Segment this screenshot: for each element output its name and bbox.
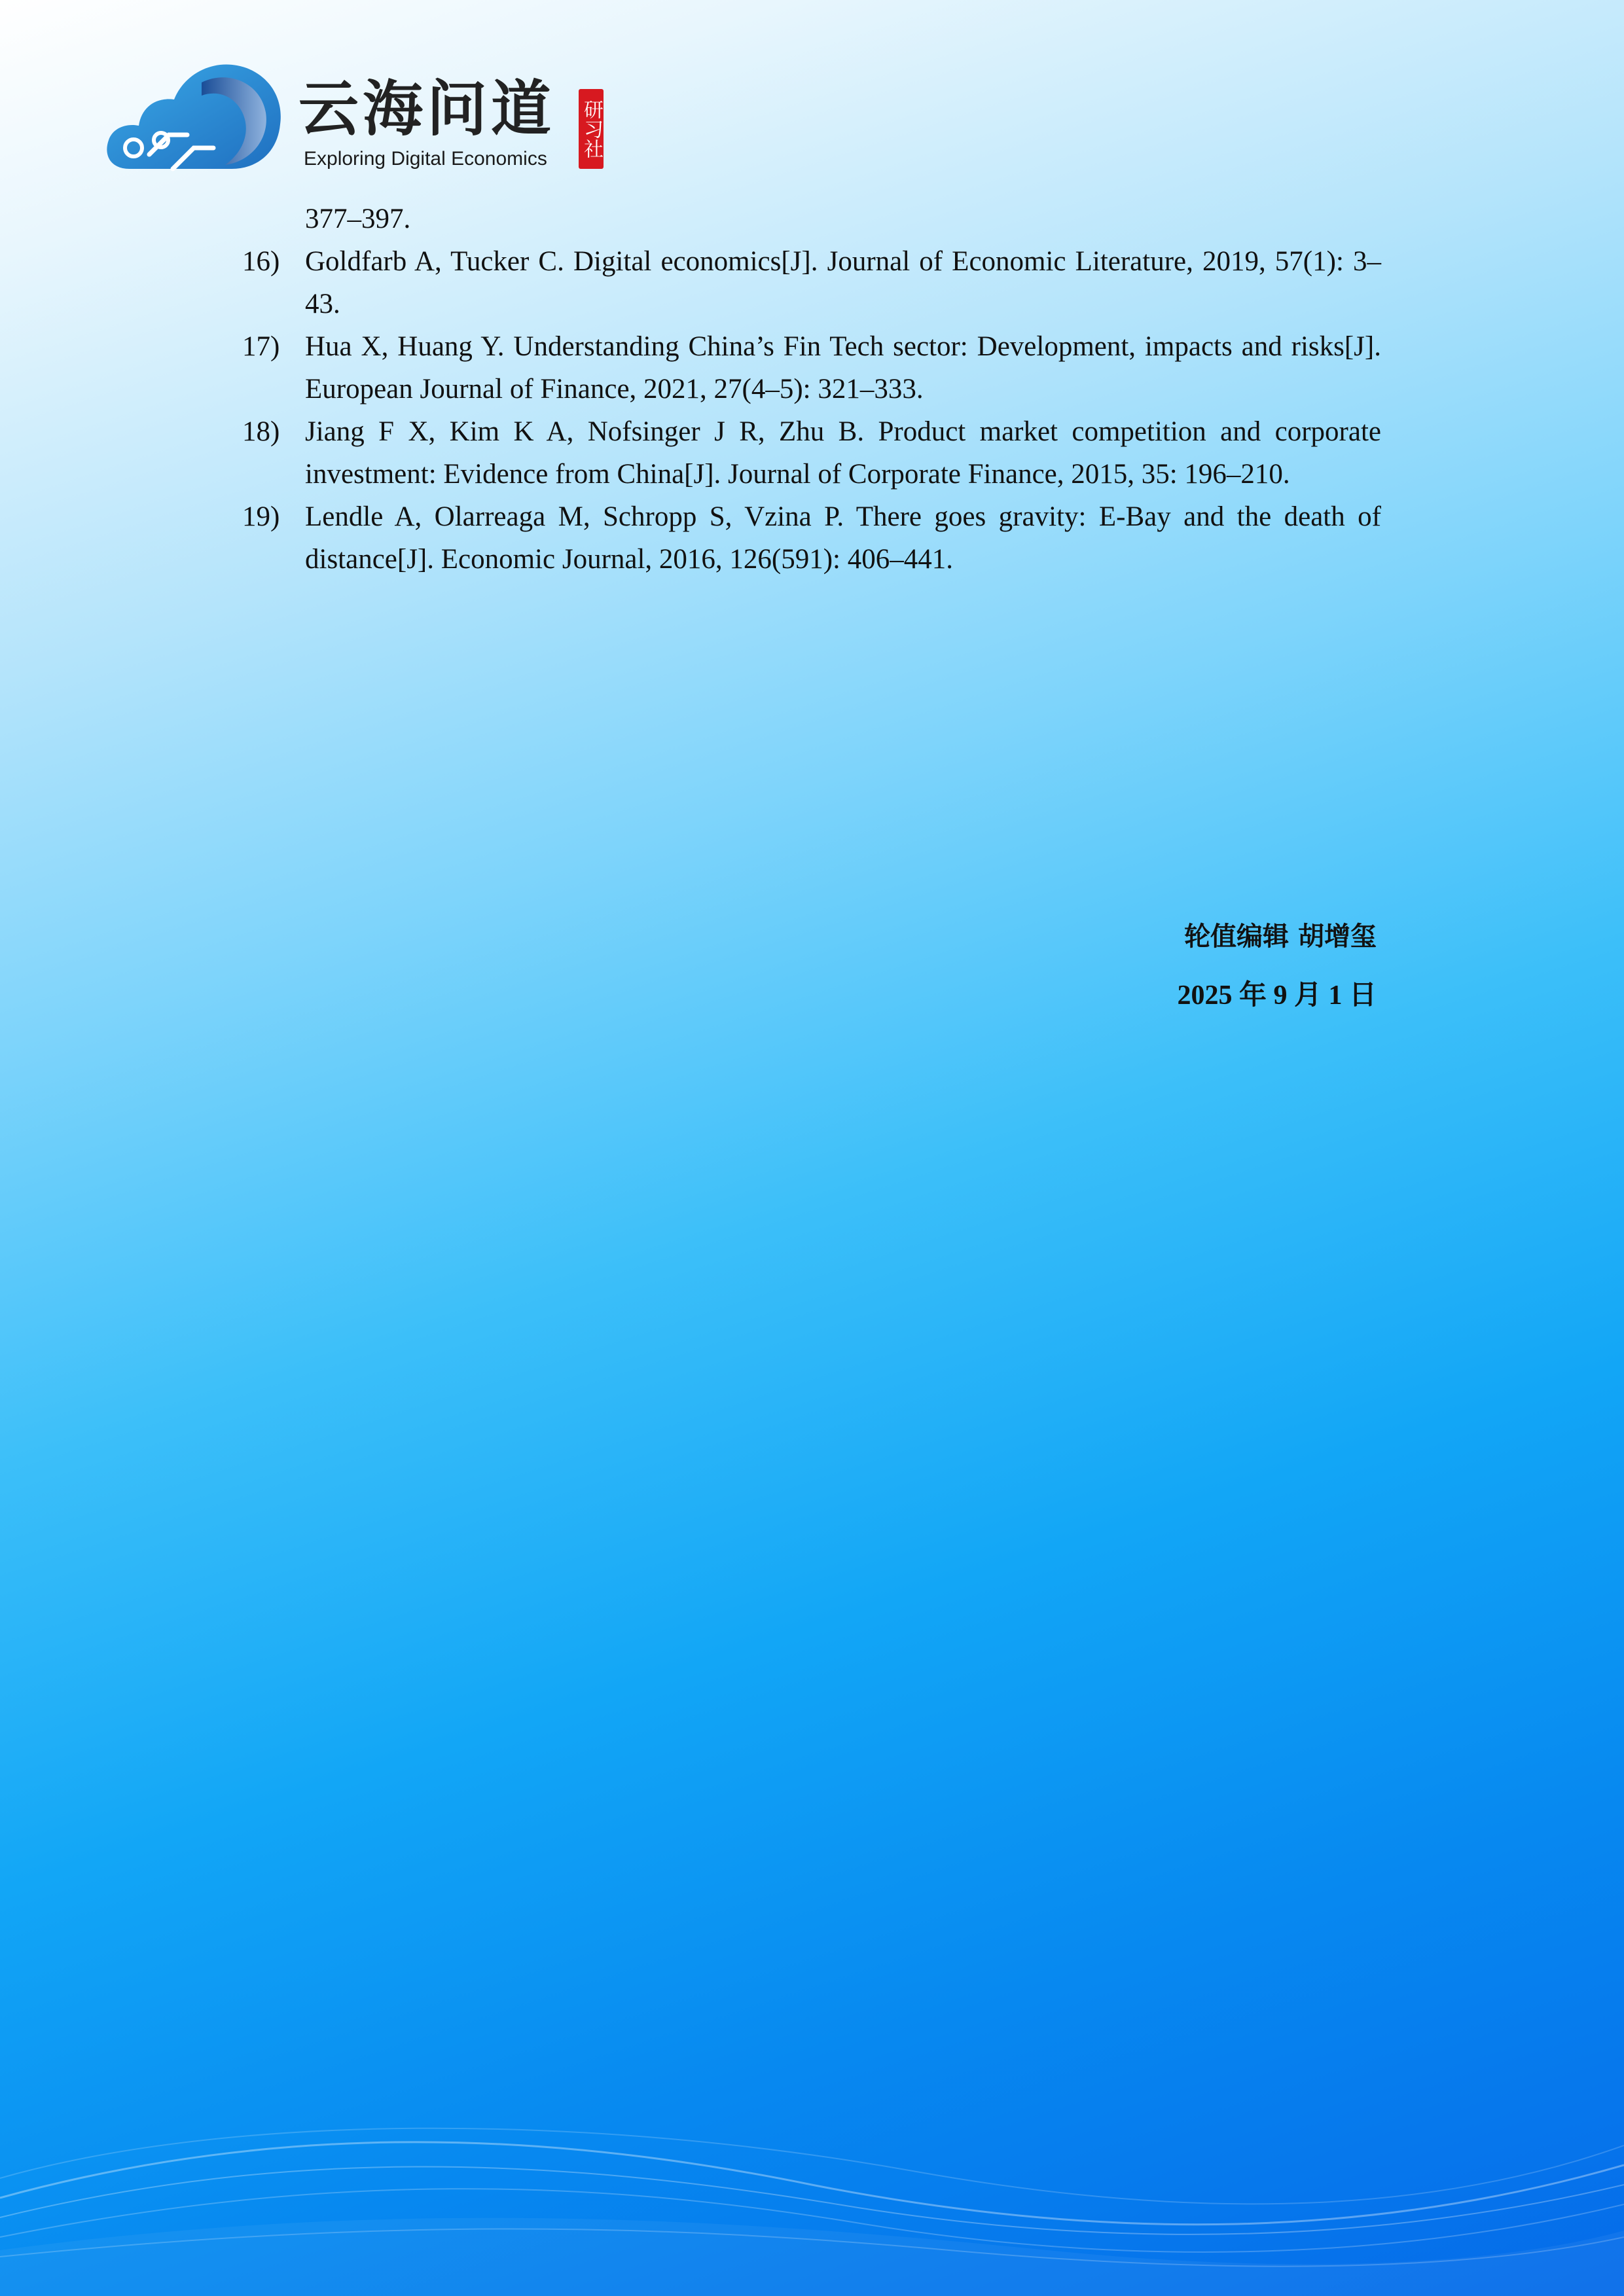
reference-text: Goldfarb A, Tucker C. Digital economics[J]. Journal of Economic Literature, 2019, 57(1): 3–43. — [305, 246, 1381, 319]
brand-tagline: Exploring Digital Economics — [304, 148, 547, 170]
reference-continuation-text: 377–397. — [305, 204, 411, 234]
brand-logo — [103, 56, 607, 174]
cloud-circuit-logo-icon — [103, 56, 284, 174]
reference-item — [242, 410, 1381, 495]
reference-number: 19) — [242, 501, 280, 532]
reference-number: 16) — [242, 246, 280, 277]
reference-text: Jiang F X, Kim K A, Nofsinger J R, Zhu B. Product market competition and corporate investment: Evidence from China[J]. Journal of Corporate Finance, 2015, 35: 196–210. — [305, 416, 1381, 490]
issue-date: 2025 年 9 月 1 日 — [1177, 980, 1377, 1011]
rotating-editor: 轮值编辑 胡增玺 — [1184, 921, 1377, 952]
reference-continuation — [242, 198, 1381, 240]
reference-item — [242, 495, 1381, 581]
brand-name-cn: 云海问道 — [298, 73, 556, 144]
reference-text: Hua X, Huang Y. Understanding China’s Fin Tech sector: Development, impacts and risks[J]. European Journal of Finance, 2021, 27(4–5): 321–333. — [305, 331, 1381, 404]
background-wave-decoration — [0, 2087, 1624, 2296]
reference-list — [242, 198, 1381, 581]
reference-item — [242, 240, 1381, 325]
reference-text: Lendle A, Olarreaga M, Schropp S, Vzina P. There goes gravity: E-Bay and the death of distance[J]. Economic Journal, 2016, 126(591): 406–441. — [305, 501, 1381, 575]
brand-seal-stamp: 研习社 — [579, 89, 604, 169]
reference-number: 17) — [242, 331, 280, 362]
reference-item — [242, 325, 1381, 410]
signature-block — [1177, 919, 1377, 1013]
reference-number: 18) — [242, 416, 280, 447]
